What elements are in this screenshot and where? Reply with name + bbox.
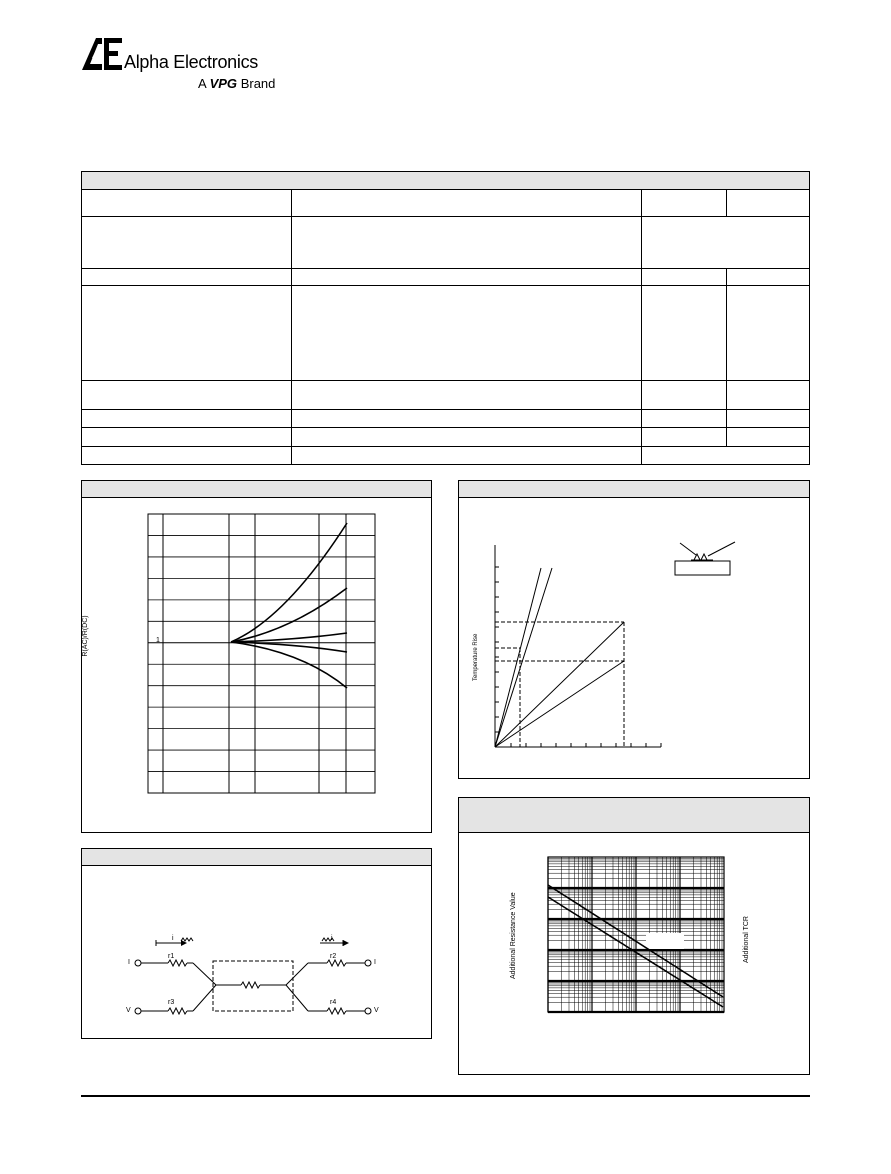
frequency-chart-center-label: 1 <box>156 637 160 644</box>
lead-resistance-left-label: Additional Resistance Value <box>510 892 517 979</box>
frequency-chart-ylabel: R(AC)/R(DC) <box>82 615 89 657</box>
temperature-chart-ylabel: Temperature Rise <box>473 633 479 681</box>
resistor-r4-label: r4 <box>330 999 337 1006</box>
footer-rule <box>81 1095 810 1097</box>
current-arrow-left <box>181 940 187 946</box>
brand-tagline <box>198 76 275 91</box>
resistor-r1-label: r1 <box>168 953 175 960</box>
vpg-logo: VPG <box>209 76 238 91</box>
spec-table <box>81 171 810 465</box>
frequency-chart-curve-b <box>231 588 347 642</box>
terminal-v-right: V <box>374 1007 379 1014</box>
circuit-current-arrows <box>81 848 432 1039</box>
alpha-electronics-logo-mark <box>80 36 124 72</box>
spec-table-header <box>82 172 809 190</box>
current-label-right: i <box>331 935 333 942</box>
current-label-left: i <box>172 935 174 942</box>
terminal-i-right: I <box>374 959 376 966</box>
terminal-i-left: I <box>128 959 130 966</box>
current-arrow-right <box>343 940 349 946</box>
terminal-v-left: V <box>126 1007 131 1014</box>
lead-resistance-right-label: Additional TCR <box>743 916 750 963</box>
frequency-chart-frame <box>148 514 375 793</box>
frequency-chart <box>81 480 432 833</box>
tagline-prefix: A <box>198 76 206 91</box>
temperature-rise-chart <box>458 480 810 779</box>
frequency-chart-curve-d <box>231 642 347 652</box>
brand-name: Alpha Electronics <box>124 52 258 72</box>
resistor-r3-label: r3 <box>168 999 175 1006</box>
tagline-suffix: Brand <box>240 76 276 91</box>
resistor-r2-label: r2 <box>330 953 337 960</box>
